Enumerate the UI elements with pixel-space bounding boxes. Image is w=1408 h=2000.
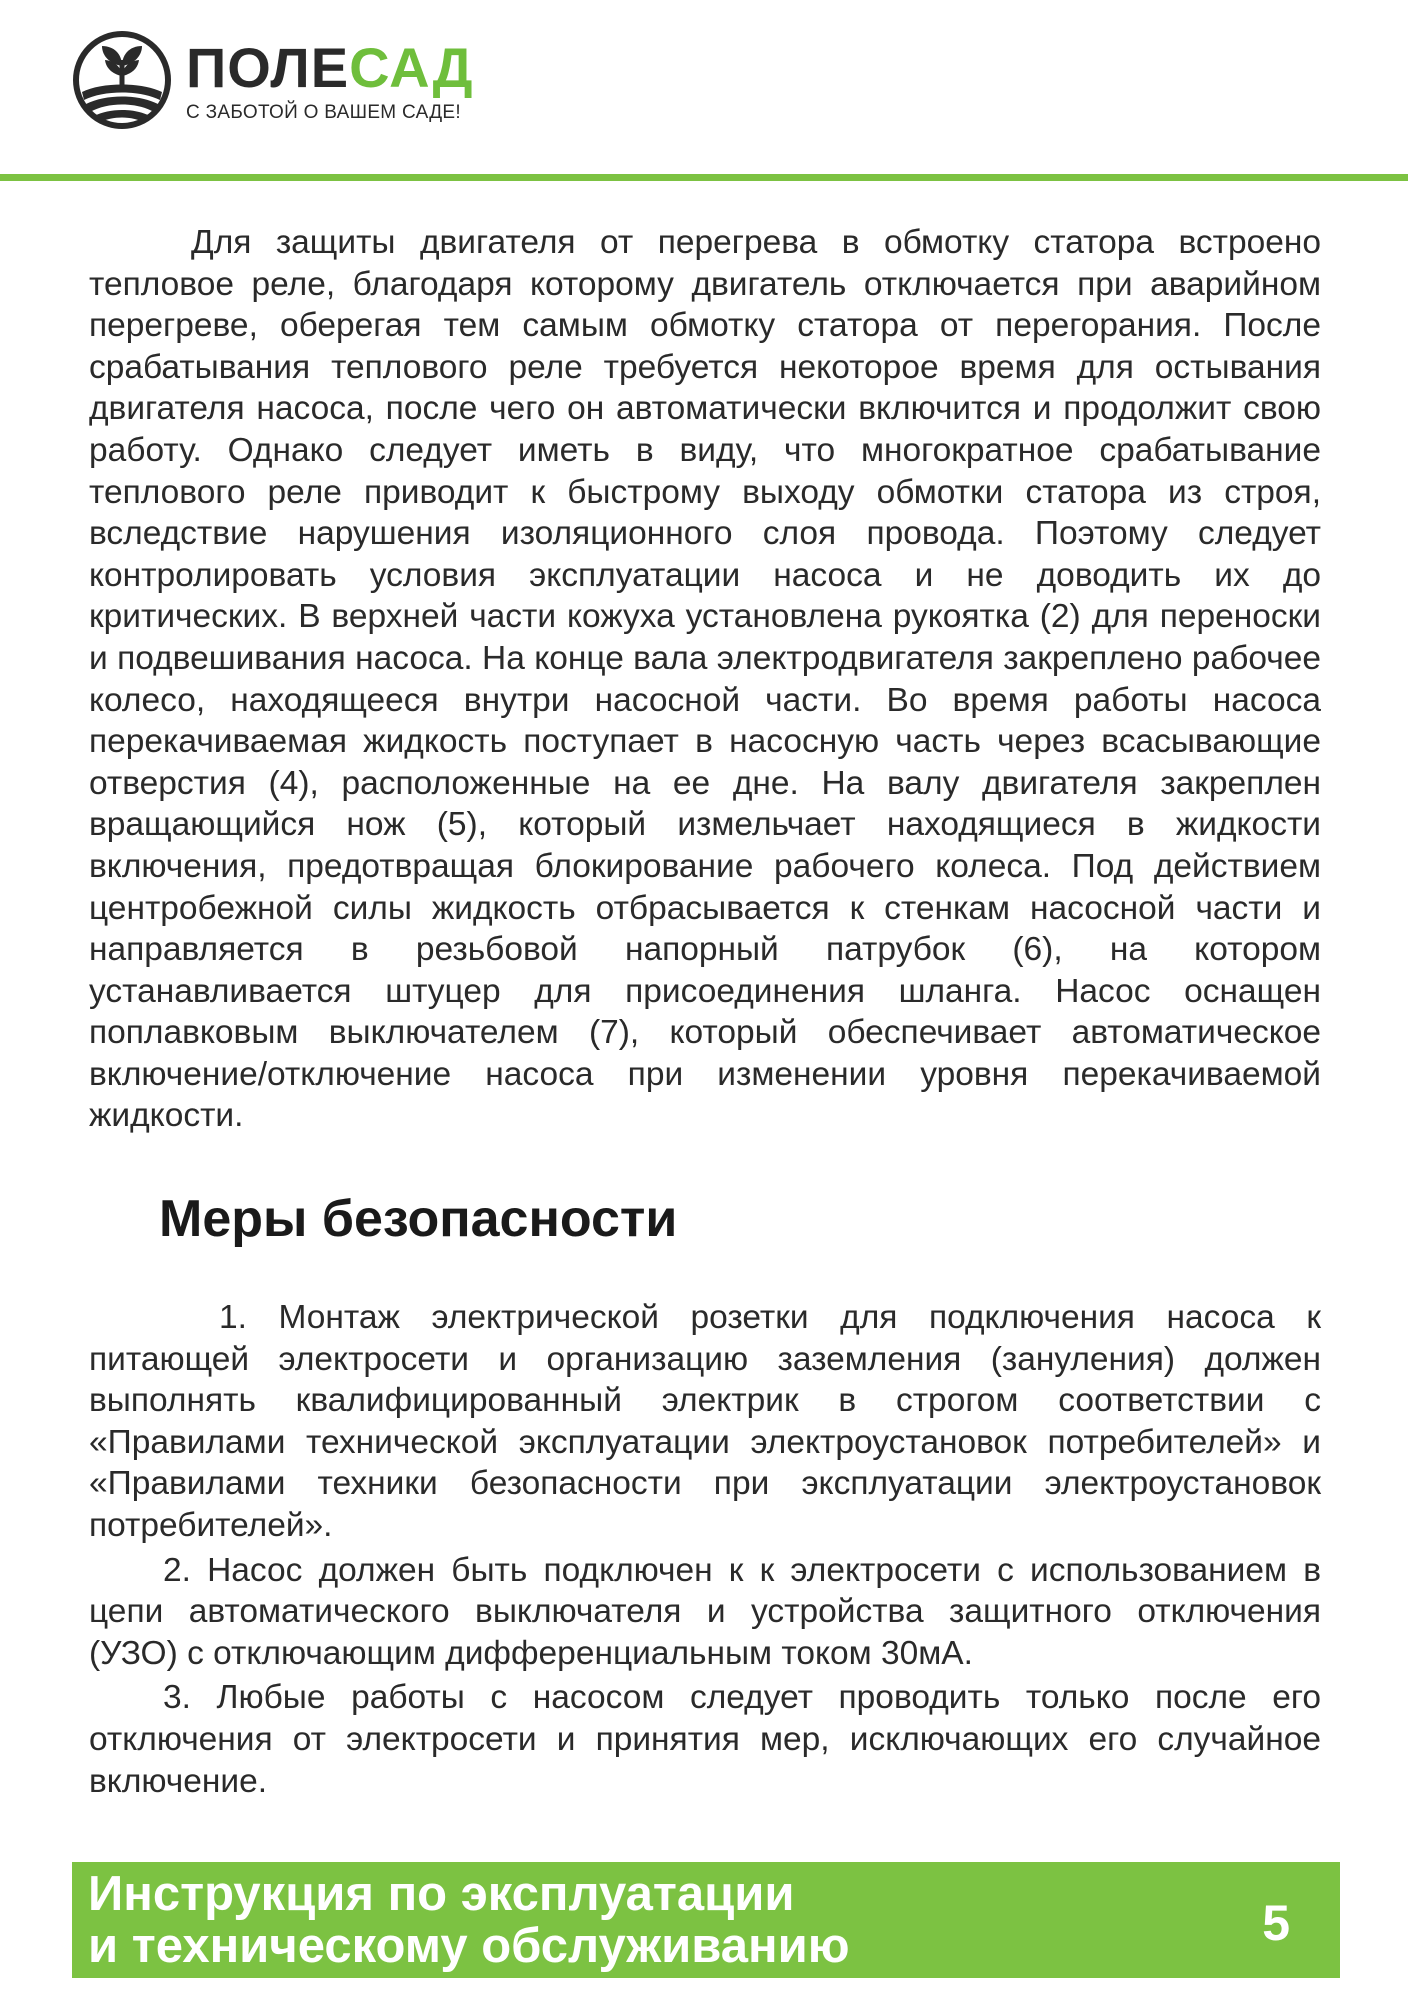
footer-title-line2: и техническому обслуживанию xyxy=(88,1919,850,1973)
brand-tagline: С ЗАБОТОЙ О ВАШЕМ САДЕ! xyxy=(186,102,461,123)
brand-name-part2: САД xyxy=(349,36,474,99)
brand-name xyxy=(186,38,474,98)
footer-title xyxy=(88,1868,850,1972)
sprout-field-icon xyxy=(72,30,172,130)
description-paragraph: Для защиты двигателя от перегрева в обмотку статора встроено тепловое реле, благодаря которому двигатель отключается при аварийном перегреве, оберегая тем самым обмотку статора от перегорания. После срабатывания теплового реле требуется некоторое время для остывания двигателя насоса, после чего он автоматически включится и продолжит свою работу. Однако следует иметь в виду, что многократное срабатывание теплового реле приводит к быстрому выходу обмотки статора из строя, вследствие нарушения изоляционного слоя провода. Поэтому следует контролировать условия эксплуатации насоса и не доводить их до критических. В верхней части кожуха установлена рукоятка (2) для переноски и подвешивания насоса. На конце вала электродвигателя закреплено рабочее колесо, находящееся внутри насосной части. Во время работы насоса перекачиваемая жидкость поступает в насосную часть через всасывающие отверстия (4), расположенные на ее дне. На валу двигателя закреплен вращающийся нож (5), который измельчает находящиеся в жидкости включения, предотвращая блокирование рабочего колеса. Под действием центробежной силы жидкость отбрасывается к стенкам насосной части и направляется в резьбовой напорный патрубок (6), на котором устанавливается штуцер для присоединения шланга. Насос оснащен поплавковым выключателем (7), который обеспечивает автоматическое включение/отключение насоса при изменении уровня перекачиваемой жидкости. xyxy=(89,224,1321,1135)
page-content xyxy=(89,222,1321,1805)
page-header xyxy=(0,0,1408,182)
safety-heading: Меры безопасности xyxy=(159,1190,678,1249)
footer-title-line1: Инструкция по эксплуатации xyxy=(88,1867,795,1921)
safety-item-1: 1. Монтаж электрической розетки для подключения насоса к питающей электросети и организацию заземления (зануления) должен выполнять квалифицированный электрик в строгом соответствии с «Правилами технической эксплуатации электроустановок потребителей» и «Правилами техники безопасности при эксплуатации электроустановок потребителей». xyxy=(89,1299,1321,1545)
safety-item-2: 2. Насос должен быть подключен к к электросети с использованием в цепи автоматического выключателя и устройства защитного отключения (УЗО) с отключающим дифференциальным током 30мА. xyxy=(89,1551,1321,1672)
brand-name-part1: ПОЛЕ xyxy=(186,36,350,99)
header-divider xyxy=(0,174,1408,181)
page-footer xyxy=(72,1862,1340,1978)
safety-item-3: 3. Любые работы с насосом следует проводить только после его отключения от электросети и принятия мер, исключающих его случайное включение. xyxy=(89,1679,1321,1800)
page-number: 5 xyxy=(1262,1895,1290,1951)
